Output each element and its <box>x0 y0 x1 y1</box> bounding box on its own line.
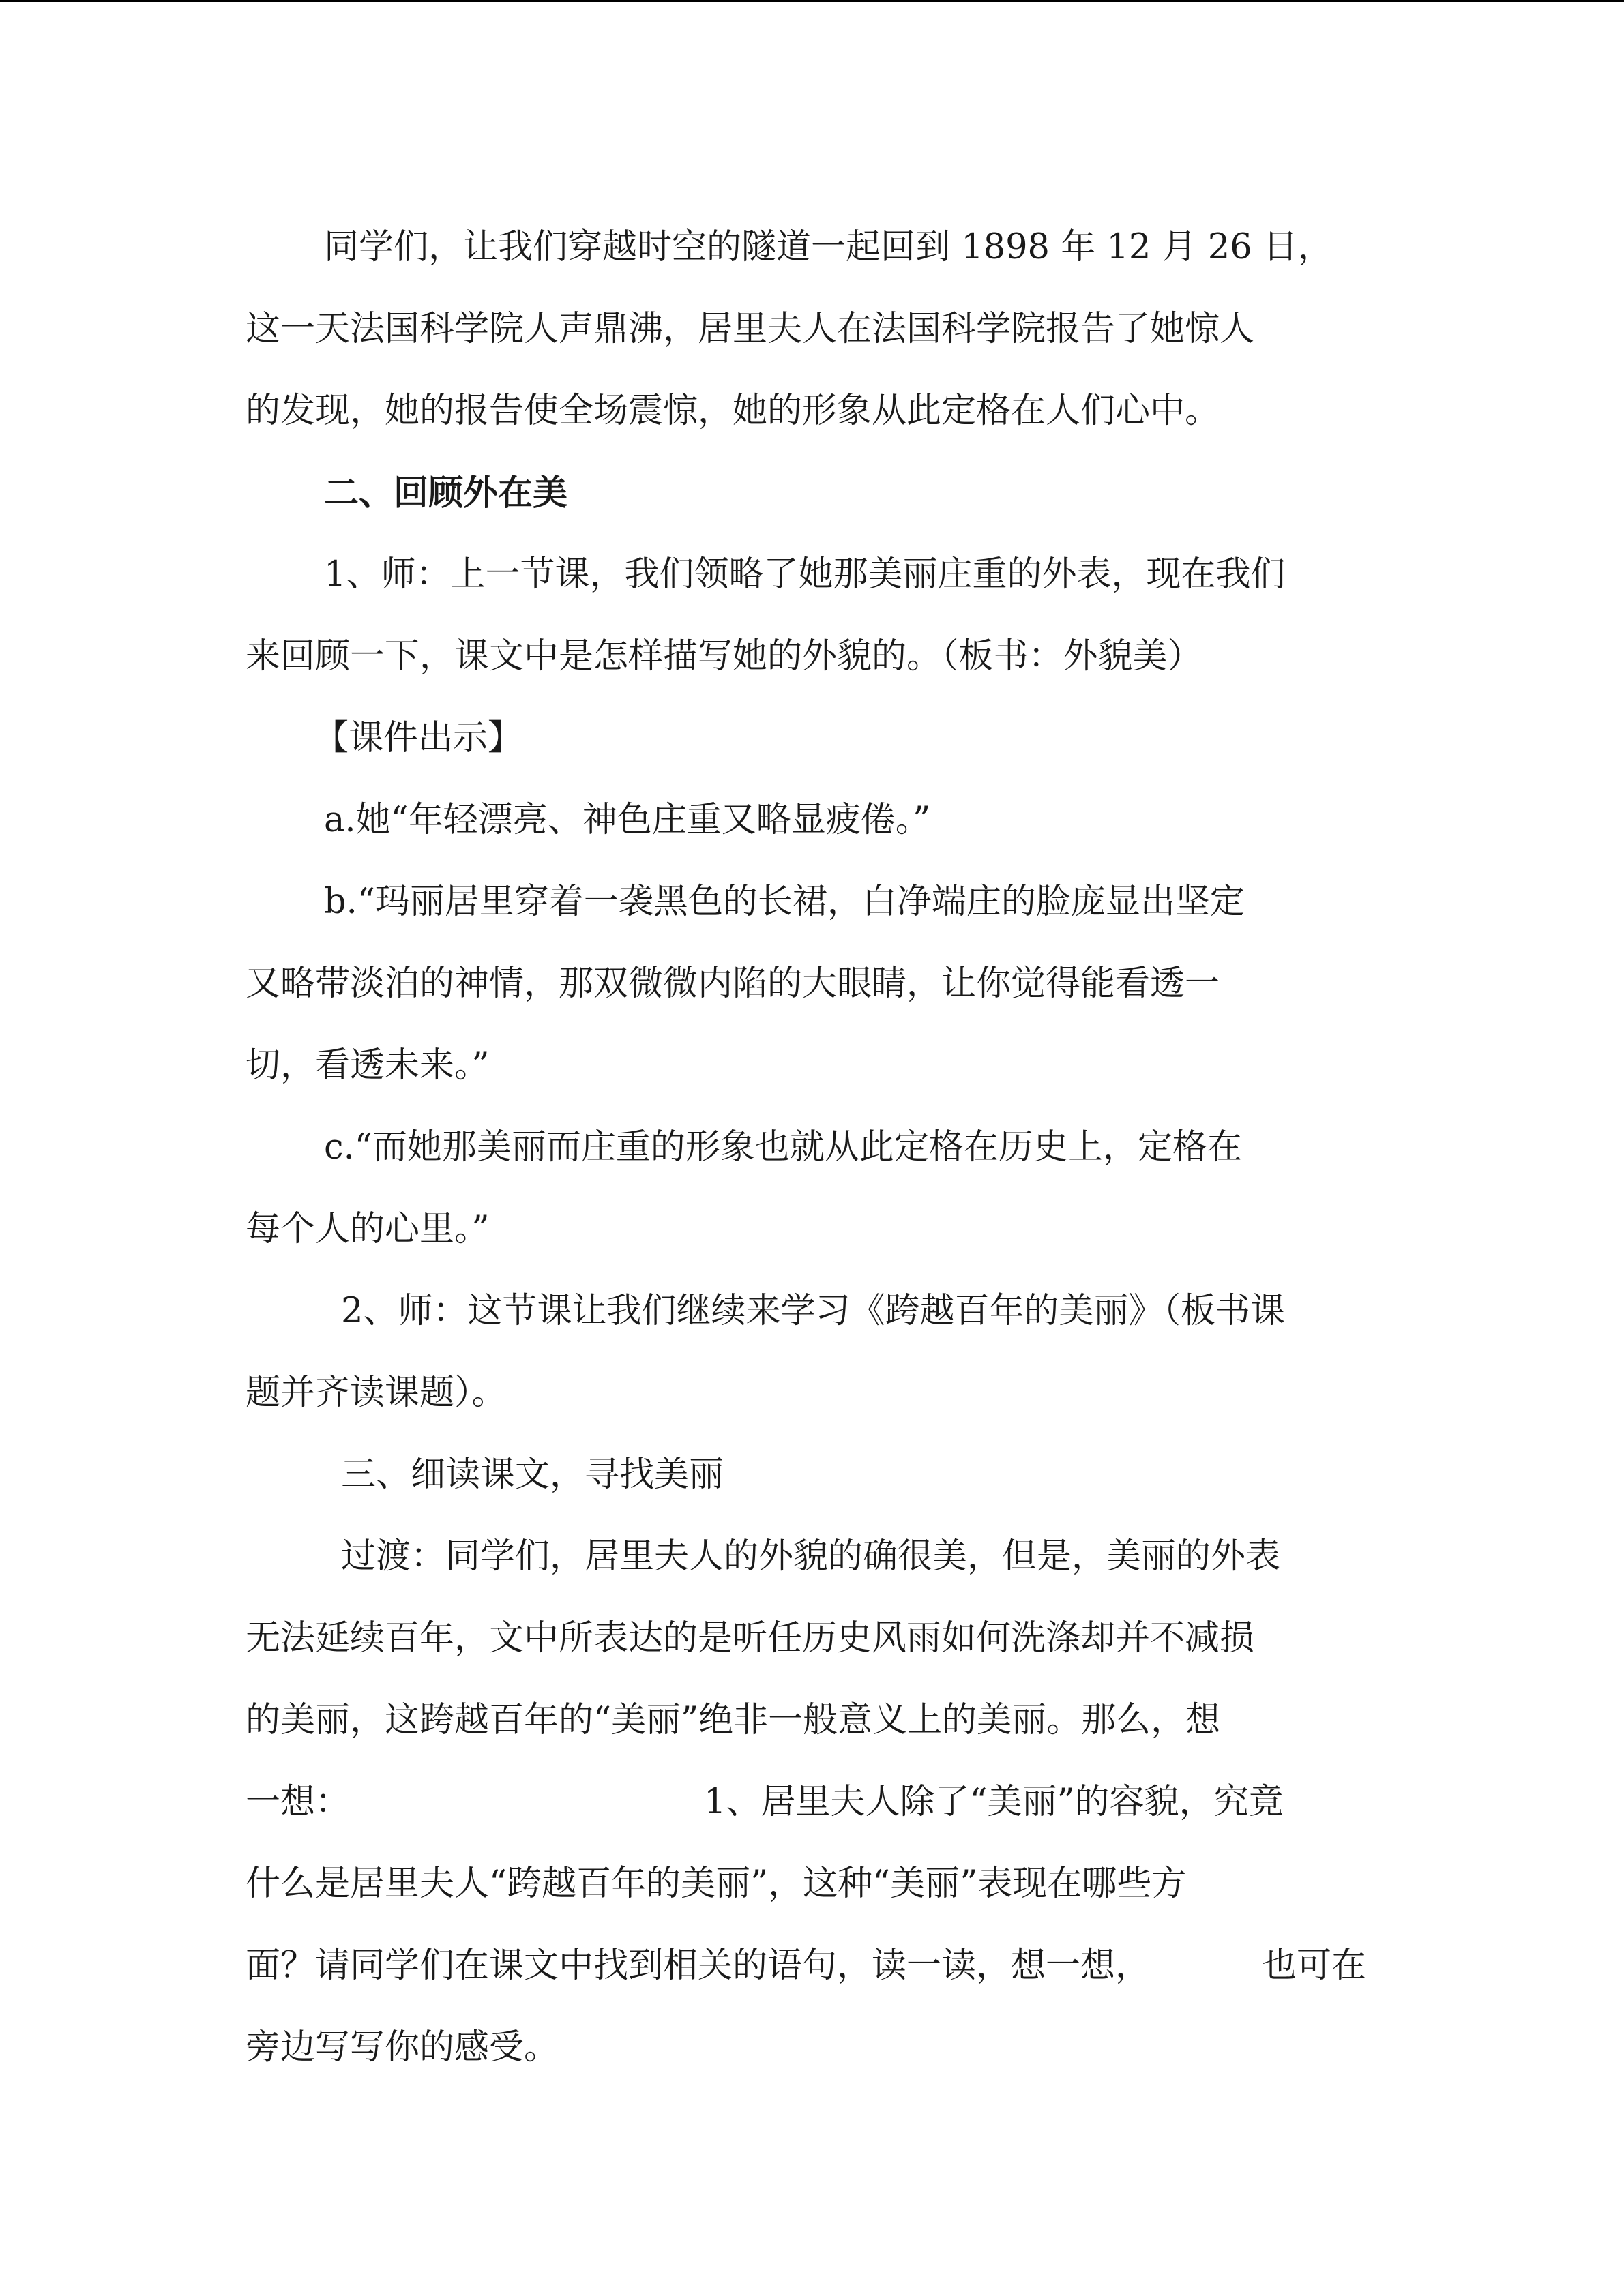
text-line: 切，看透未来。” <box>246 1045 490 1086</box>
text-line: 一想： <box>246 1782 351 1822</box>
text-line: 的美丽，这跨越百年的“美丽”绝非一般意义上的美丽。那么，想 <box>246 1700 1221 1740</box>
text-line: 2、师：这节课让我们继续来学习《跨越百年的美丽》（板书课 <box>341 1291 1285 1331</box>
text-line: 1、师：上一节课，我们领略了她那美丽庄重的外表，现在我们 <box>324 554 1286 595</box>
text-line: 同学们，让我们穿越时空的隧道一起回到 1898 年 12 月 26 日， <box>324 227 1333 267</box>
text-line: a.她“年轻漂亮、神色庄重又略显疲倦。” <box>324 800 931 840</box>
text-line: 过渡：同学们，居里夫人的外貌的确很美，但是，美丽的外表 <box>341 1536 1281 1577</box>
text-line: b.“玛丽居里穿着一袭黑色的长裙，白净端庄的脸庞显出坚定 <box>324 882 1245 922</box>
text-line: 又略带淡泊的神情，那双微微内陷的大眼睛，让你觉得能看透一 <box>246 964 1220 1004</box>
text-line: 这一天法国科学院人声鼎沸，居里夫人在法国科学院报告了她惊人 <box>246 309 1255 349</box>
text-line: 1、居里夫人除了“美丽”的容貌，究竟 <box>704 1782 1284 1822</box>
text-line: 【课件出示】 <box>314 718 523 758</box>
text-line: 也可在 <box>1262 1945 1367 1986</box>
section-heading: 二、回顾外在美 <box>324 473 568 513</box>
text-line: c.“而她那美丽而庄重的形象也就从此定格在历史上，定格在 <box>324 1127 1242 1167</box>
text-line: 旁边写写你的感受。 <box>246 2027 559 2068</box>
text-line: 面？请同学们在课文中找到相关的语句，读一读，想一想， <box>246 1945 1151 1986</box>
text-line: 无法延续百年，文中所表达的是听任历史风雨如何洗涤却并不减损 <box>246 1618 1255 1658</box>
section-heading: 三、细读课文，寻找美丽 <box>341 1455 724 1495</box>
text-line: 什么是居里夫人“跨越百年的美丽”，这种“美丽”表现在哪些方 <box>246 1864 1187 1904</box>
text-line: 每个人的心里。” <box>246 1209 490 1249</box>
text-line: 的发现，她的报告使全场震惊，她的形象从此定格在人们心中。 <box>246 391 1220 431</box>
text-line: 来回顾一下，课文中是怎样描写她的外貌的。（板书：外貌美） <box>246 636 1202 676</box>
text-line: 题并齐读课题）。 <box>246 1373 507 1413</box>
